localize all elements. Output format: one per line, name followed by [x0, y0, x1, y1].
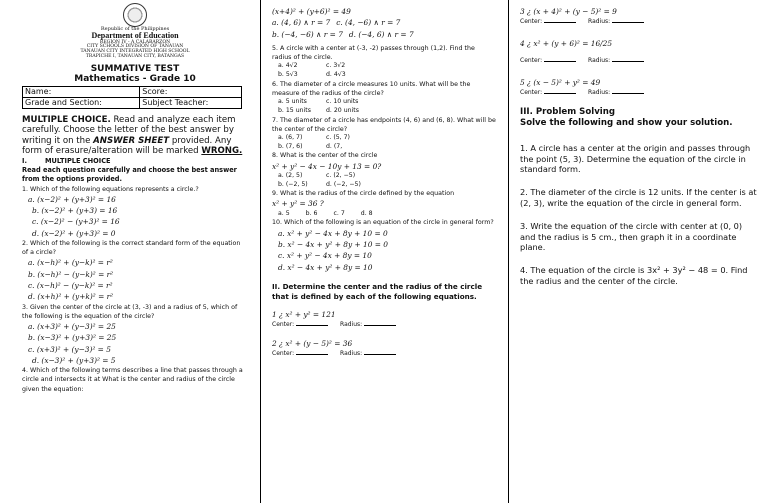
q8-option-a[interactable]: a. (2, 5) — [278, 171, 303, 179]
q8-equation: x² + y² − 4x − 10y + 13 = 0? — [272, 161, 382, 171]
column-1 — [22, 0, 248, 503]
bold-instructions: Read each question carefully and choose the best answer from the options provided. — [22, 166, 237, 184]
part2-item-3: 3 ¿ (x + 4)² + (y − 5)² = 9 — [520, 7, 617, 16]
q6-text: 6. The diameter of a circle measures 10 units. What will be the measure of the radius of the circle? — [272, 80, 471, 97]
radius-blank[interactable] — [612, 22, 644, 23]
q6-options-2 — [272, 107, 496, 116]
part2-item-1-blanks — [272, 320, 496, 329]
department-line: Department of Education — [91, 31, 179, 41]
q5-option-b[interactable]: b. 5√3 — [278, 71, 298, 78]
q7-text: 7. The diameter of a circle has endpoints (4, 6) and (6, 8). What will be the center of the circle? — [272, 116, 496, 133]
radius-label: Radius: — [588, 88, 611, 96]
subject-teacher-cell[interactable]: Subject Teacher: — [140, 97, 242, 108]
part2-item-4: 4 ¿ x² + (y + 6)² = 16/25 — [520, 39, 613, 49]
column-divider-1 — [260, 0, 261, 503]
q9-option-c[interactable]: c. 7 — [333, 209, 345, 217]
address-line: TRAPICHE I, TANAUAN CITY, BATANGAS — [85, 54, 185, 60]
radius-label: Radius: — [588, 56, 611, 64]
q2-option-b[interactable]: b. (x−h)² − (y−k)² = r² — [28, 269, 114, 279]
multiple-choice-label: MULTIPLE CHOICE — [44, 156, 111, 165]
part2-item-5-blanks — [520, 88, 760, 97]
wrong-label: WRONG. — [201, 146, 243, 157]
q5-options-2 — [272, 71, 496, 80]
q4-options-bd — [272, 29, 496, 40]
q3-option-c[interactable]: c. (x+3)² + (y−3)² = 5 — [28, 344, 111, 354]
q7-option-a[interactable]: a. (6, 7) — [278, 133, 303, 141]
q4-option-b[interactable]: b. (−4, −6) ∧ r = 7 — [272, 29, 343, 39]
instructions-text: Read and analyze each item carefully. Choose the letter of the best answer by writing it on the — [22, 114, 236, 146]
test-name: SUMMATIVE TEST — [90, 63, 180, 74]
column-2 — [272, 0, 496, 503]
q4-equation: (x+4)² + (y+6)² = 49 — [272, 7, 351, 16]
q5-option-d[interactable]: d. 4√3 — [326, 71, 346, 78]
center-blank[interactable] — [544, 61, 576, 62]
q7-option-d[interactable]: d. (7, — [326, 142, 343, 150]
instructions-text-2: provided. Any form of erasure/alteration will be marked — [22, 135, 232, 157]
q9-option-a[interactable]: a. 5 — [278, 209, 290, 217]
q8-option-c[interactable]: c. (2, −5) — [326, 171, 356, 179]
center-label: Center: — [272, 350, 295, 358]
q8-option-d[interactable]: d. (−2, −5) — [326, 180, 361, 188]
q7-option-c[interactable]: c. (5, 7) — [326, 133, 350, 141]
part1-subheading — [22, 157, 248, 166]
radius-blank[interactable] — [612, 61, 644, 62]
q2-text: 2. Which of the following is the correct standard form of the equation of a circle? — [22, 239, 241, 257]
center-blank[interactable] — [544, 22, 576, 23]
part2-item-3-blanks — [520, 17, 760, 26]
center-blank[interactable] — [296, 354, 328, 355]
radius-label: Radius: — [340, 321, 363, 329]
q3-option-b[interactable]: b. (x−3)² + (y+3)² = 25 — [28, 333, 117, 343]
radius-blank[interactable] — [612, 93, 644, 94]
q10-text: 10. Which of the following is an equation of the circle in general form? — [272, 219, 494, 227]
q3-text: 3. Given the center of the circle at (3, -3) and a radius of 5, which of the following is the equation of the circle? — [22, 303, 238, 320]
part2-item-1: 1 ¿ x² + y² = 121 — [272, 309, 336, 319]
q5-text: 5. A circle with a center at (-3, -2) passes through (1,2). Find the radius of the circle. — [272, 44, 475, 62]
deped-seal-icon — [123, 3, 147, 27]
q2-option-d[interactable]: d. (x+h)² + (y+k)² = r² — [28, 292, 114, 302]
q8-option-b[interactable]: b. (−2, 5) — [278, 180, 308, 188]
name-cell[interactable]: Name: — [23, 86, 140, 97]
region-line: REGION IV - A CALABARZON — [99, 39, 171, 45]
center-label: Center: — [520, 88, 543, 96]
q9-text: 9. What is the radius of the circle defined by the equation — [272, 190, 455, 198]
q4-option-c[interactable]: c. (4, −6) ∧ r = 7 — [336, 18, 401, 28]
q6-option-d[interactable]: d. 20 units — [326, 106, 359, 114]
q10-option-a[interactable]: a. x² + y² − 4x + 8y + 10 = 0 — [278, 228, 388, 238]
radius-label: Radius: — [588, 18, 611, 26]
q1-option-b[interactable]: b. (x−2)² + (y+3) = 16 — [32, 206, 118, 216]
q9-options — [272, 210, 496, 219]
part3-subtitle: Solve the following and show your solution. — [520, 117, 733, 128]
answer-sheet-label: ANSWER SHEET — [93, 135, 170, 146]
q2-option-c[interactable]: c. (x−h)² − (y−k)² = r² — [28, 280, 113, 290]
q10-option-d[interactable]: d. x² − 4x + y² + 8y = 10 — [278, 262, 373, 272]
radius-blank[interactable] — [364, 325, 396, 326]
center-label: Center: — [272, 321, 295, 329]
q4-text: 4. Which of the following terms describes a line that passes through a circle and intersects it at What is the center and radius of the circle given the equation: — [22, 367, 243, 393]
problem-1: 1. A circle has a center at the origin and passes through the point (5, 3). Determine the equation of the circle in standard form. — [520, 142, 751, 175]
republic-line: Republic of the Philippines — [100, 26, 170, 32]
q1-option-a[interactable]: a. (x−2)² + (y+3)² = 16 — [28, 194, 116, 204]
q1-option-d[interactable]: d. (x−2)² + (y+3)² = 0 — [32, 228, 116, 238]
q6-option-c[interactable]: c. 10 units — [326, 98, 359, 106]
student-info-table — [22, 86, 242, 109]
center-label: Center: — [520, 56, 543, 64]
q2-option-a[interactable]: a. (x−h)² + (y−k)² = r² — [28, 258, 113, 268]
q8-options-1 — [272, 172, 496, 181]
column-3 — [520, 0, 760, 503]
grade-section-cell[interactable]: Grade and Section: — [23, 97, 140, 108]
q8-options-2 — [272, 181, 496, 190]
q5-options-1 — [272, 62, 496, 71]
problem-2: 2. The diameter of the circle is 12 units. If the center is at (2, 3), write the equation of the circle in general form. — [520, 187, 757, 209]
instructions — [22, 115, 248, 157]
letterhead — [22, 27, 248, 60]
q4-option-a[interactable]: a. (4, 6) ∧ r = 7 — [272, 18, 331, 28]
q7-options-1 — [272, 134, 496, 143]
part2-item-2-blanks — [272, 349, 496, 358]
center-blank[interactable] — [544, 93, 576, 94]
q7-option-b[interactable]: b. (7, 6) — [278, 142, 303, 150]
q6-option-b[interactable]: b. 15 units — [278, 106, 311, 114]
part2-heading: II. Determine the center and the radius of the circle that is defined by each of the following equations. — [272, 281, 483, 301]
problem-4: 4. The equation of the circle is 3x² + 3y² − 48 = 0. Find the radius and the center of the circle. — [520, 265, 748, 287]
part2-item-4-blanks — [520, 56, 760, 65]
q1-option-c[interactable]: c. (x−2)² − (y+3)² = 16 — [32, 217, 120, 227]
radius-label: Radius: — [340, 350, 363, 358]
q9-option-b[interactable]: b. 6 — [305, 209, 318, 217]
q3-option-a[interactable]: a. (x+3)² + (y−3)² = 25 — [28, 321, 116, 331]
center-blank[interactable] — [296, 325, 328, 326]
test-title — [22, 64, 248, 85]
part1-heading: MULTIPLE CHOICE. — [22, 114, 111, 125]
radius-blank[interactable] — [364, 354, 396, 355]
score-cell[interactable]: Score: — [140, 86, 242, 97]
q10-option-c[interactable]: c. x² + y² − 4x + 8y = 10 — [278, 251, 372, 261]
q9-option-d[interactable]: d. 8 — [360, 209, 373, 217]
q9-equation: x² + y² = 36 ? — [272, 199, 324, 209]
q4-options-ac — [272, 17, 496, 28]
q10-option-b[interactable]: b. x² − 4x + y² + 8y + 10 = 0 — [278, 239, 389, 249]
problem-3: 3. Write the equation of the circle with center at (0, 0) and the radius is 5 cm., then graph it in a coordinate plane. — [520, 220, 743, 253]
part2-item-2: 2 ¿ x² + (y − 5)² = 36 — [272, 339, 353, 349]
q7-options-2 — [272, 143, 496, 152]
column-divider-2 — [508, 0, 509, 503]
roman-one: I. — [22, 156, 27, 165]
part2-item-5: 5 ¿ (x − 5)² + y² = 49 — [520, 77, 601, 87]
division-line: CITY SCHOOLS DIVISION OF TANAUAN — [86, 44, 184, 50]
q6-option-a[interactable]: a. 5 units — [278, 98, 307, 106]
center-label: Center: — [520, 18, 543, 26]
q1-text: 1. Which of the following equations represents a circle.? — [22, 185, 199, 193]
q4-option-d[interactable]: d. (−4, 6) ∧ r = 7 — [348, 29, 414, 39]
q5-option-a[interactable]: a. 4√2 — [278, 62, 298, 70]
school-line: TANAUAN CITY INTEGRATED HIGH SCHOOL — [80, 49, 190, 55]
q6-options-1 — [272, 98, 496, 107]
q8-text: 8. What is the center of the circle — [272, 152, 378, 160]
q5-option-c[interactable]: c. 3√2 — [326, 62, 346, 70]
q3-option-d[interactable]: d. (x−3)² + (y+3)² = 5 — [32, 355, 116, 365]
part3-title: III. Problem Solving — [520, 106, 616, 117]
test-subject: Mathematics - Grade 10 — [74, 74, 196, 85]
